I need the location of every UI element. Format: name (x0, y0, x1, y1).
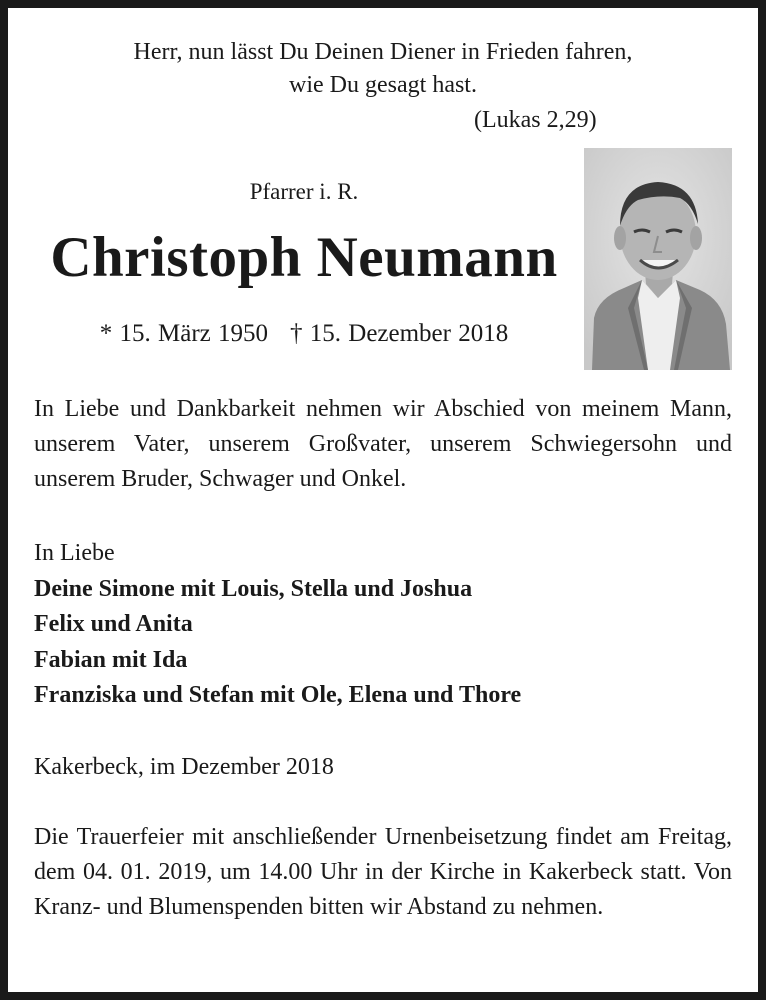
signature-name: Felix und Anita (34, 611, 193, 637)
portrait-photo (584, 148, 732, 370)
obituary-notice (8, 8, 758, 992)
signature-name: Franziska und Stefan mit Ole, Elena und Thore (34, 682, 522, 708)
signature-intro: In Liebe (34, 540, 115, 566)
portrait-photo-icon (584, 148, 732, 370)
bible-verse (8, 36, 758, 102)
place-date: Kakerbeck, im Dezember 2018 (34, 754, 334, 780)
signature-name: Fabian mit Ida (34, 646, 188, 673)
verse-line-1: Herr, nun lässt Du Deinen Diener in Frieden fahren, (133, 39, 633, 65)
signature-block (34, 536, 732, 714)
service-paragraph: Die Trauerfeier mit anschließender Urnenbeisetzung findet am Freitag, dem 04. 01. 2019, um 14.00 Uhr in der Kirche in Kakerbeck statt. Von Kranz- und Blumenspenden bitten wir Abstand zu nehmen. (34, 824, 732, 920)
farewell-paragraph: In Liebe und Dankbarkeit nehmen wir Abschied von meinem Mann, unserem Vater, unserem Großvater, unserem Schwiegersohn und unserem Bruder, Schwager und Onkel. (34, 396, 732, 492)
deceased-name: Christoph Neumann (50, 226, 558, 289)
verse-reference: (Lukas 2,29) (474, 107, 597, 133)
signature-name: Deine Simone mit Louis, Stella und Joshua (34, 575, 473, 602)
death-date: † 15. Dezember 2018 (290, 320, 509, 347)
birth-date: * 15. März 1950 (99, 320, 269, 347)
title-prefix: Pfarrer i. R. (249, 179, 359, 204)
verse-line-2: wie Du gesagt hast. (289, 72, 477, 98)
life-dates (8, 318, 600, 350)
